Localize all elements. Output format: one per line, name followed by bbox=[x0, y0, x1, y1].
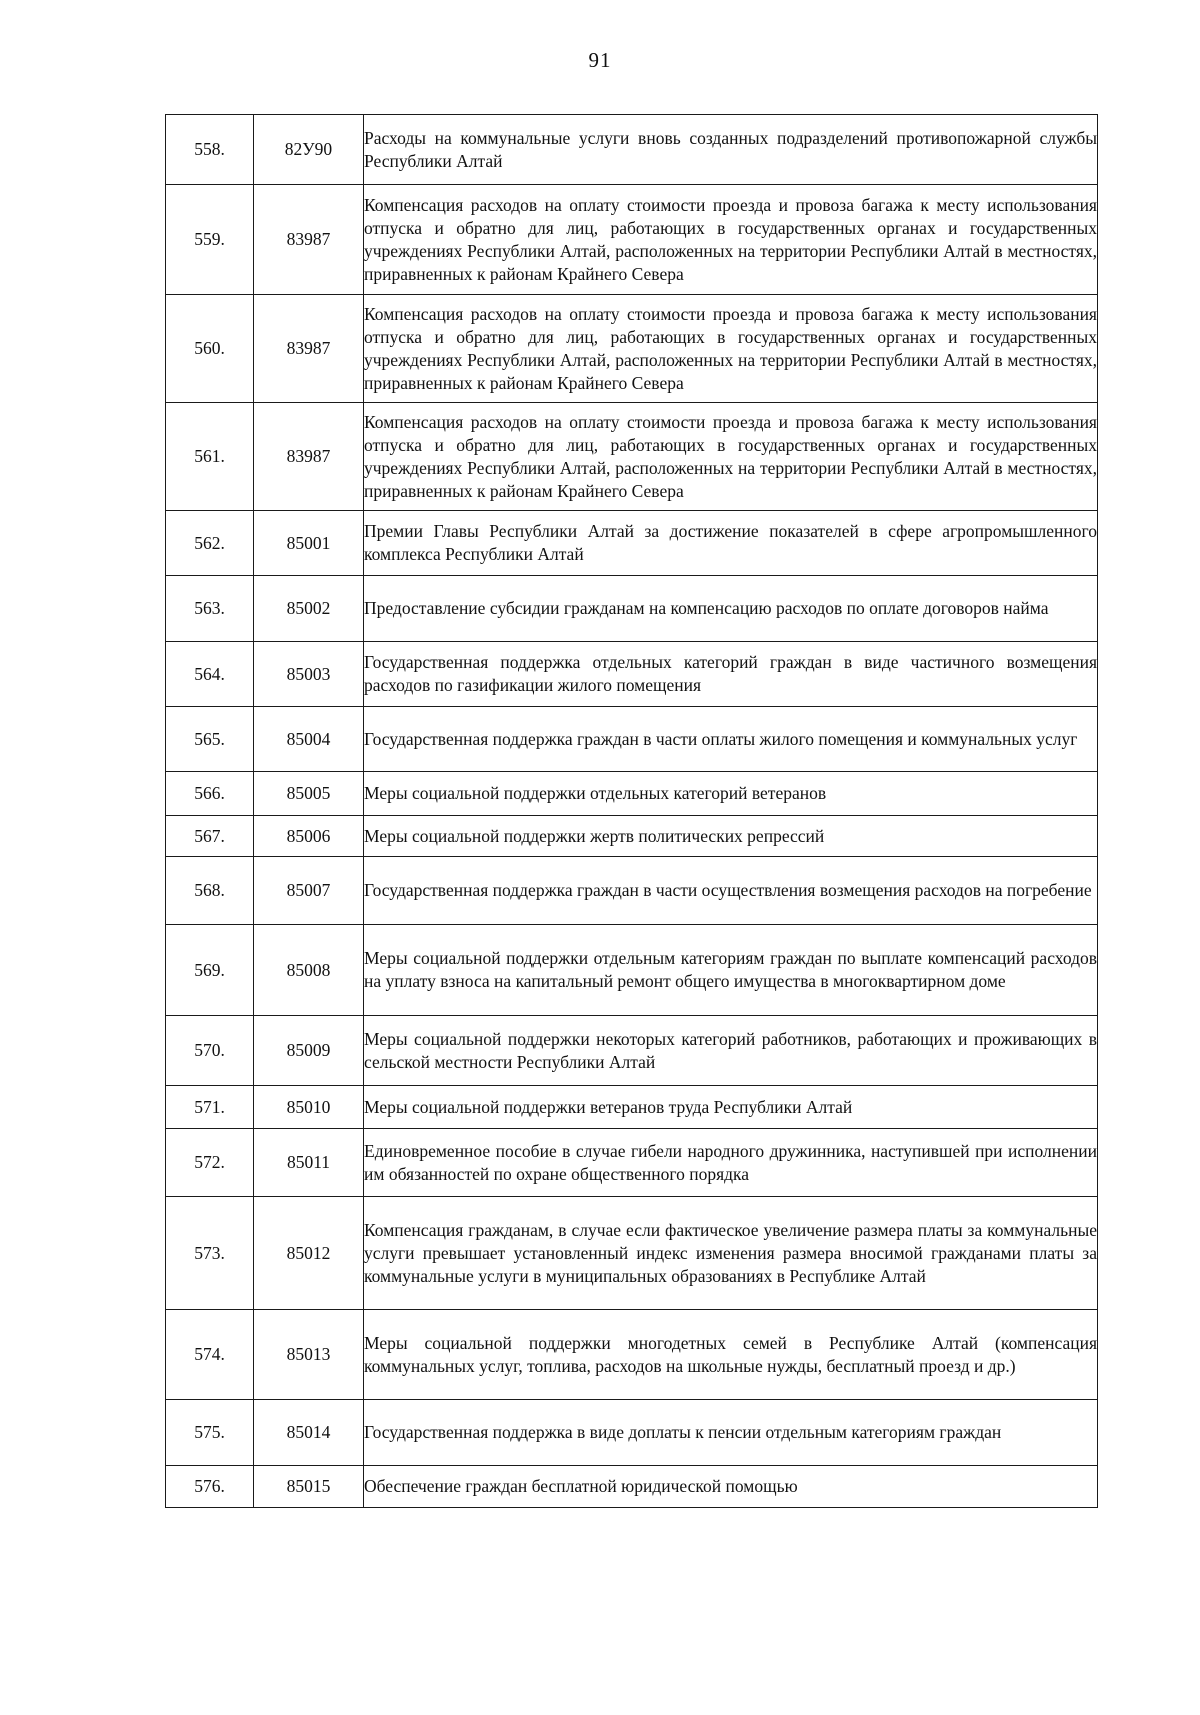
row-code: 85003 bbox=[254, 642, 364, 707]
row-description: Премии Главы Республики Алтай за достижение показателей в сфере агропромышленного комплекса Республики Алтай bbox=[364, 511, 1098, 576]
row-code: 83987 bbox=[254, 295, 364, 403]
row-code: 82У90 bbox=[254, 115, 364, 185]
table-row bbox=[166, 185, 1098, 295]
table-row bbox=[166, 1086, 1098, 1129]
table-row bbox=[166, 1466, 1098, 1508]
table-row bbox=[166, 772, 1098, 816]
row-number: 567. bbox=[166, 816, 254, 857]
table-row bbox=[166, 1310, 1098, 1400]
row-description: Государственная поддержка граждан в части осуществления возмещения расходов на погребение bbox=[364, 857, 1098, 925]
table-row bbox=[166, 115, 1098, 185]
row-number: 563. bbox=[166, 576, 254, 642]
row-number: 561. bbox=[166, 403, 254, 511]
row-number: 565. bbox=[166, 707, 254, 772]
row-number: 558. bbox=[166, 115, 254, 185]
row-code: 85011 bbox=[254, 1129, 364, 1197]
table-row bbox=[166, 925, 1098, 1016]
row-code: 83987 bbox=[254, 185, 364, 295]
row-number: 559. bbox=[166, 185, 254, 295]
row-code: 85009 bbox=[254, 1016, 364, 1086]
row-description: Компенсация расходов на оплату стоимости проезда и провоза багажа к месту использования отпуска и обратно для лиц, работающих в государственных органах и государственных учреждениях Республики Алтай, расположенных на территории Республики Алтай в местностях, приравненных к районам Крайнего Севера bbox=[364, 185, 1098, 295]
row-description: Меры социальной поддержки ветеранов труда Республики Алтай bbox=[364, 1086, 1098, 1129]
table-row bbox=[166, 576, 1098, 642]
row-code: 85005 bbox=[254, 772, 364, 816]
row-description: Предоставление субсидии гражданам на компенсацию расходов по оплате договоров найма bbox=[364, 576, 1098, 642]
row-description: Компенсация расходов на оплату стоимости проезда и провоза багажа к месту использования отпуска и обратно для лиц, работающих в государственных органах и государственных учреждениях Республики Алтай, расположенных на территории Республики Алтай в местностях, приравненных к районам Крайнего Севера bbox=[364, 295, 1098, 403]
row-number: 572. bbox=[166, 1129, 254, 1197]
row-code: 85002 bbox=[254, 576, 364, 642]
table-row bbox=[166, 295, 1098, 403]
row-code: 85010 bbox=[254, 1086, 364, 1129]
row-code: 85007 bbox=[254, 857, 364, 925]
row-code: 85014 bbox=[254, 1400, 364, 1466]
row-code: 85008 bbox=[254, 925, 364, 1016]
row-description: Меры социальной поддержки многодетных семей в Республике Алтай (компенсация коммунальных услуг, топлива, расходов на школьные нужды, бесплатный проезд и др.) bbox=[364, 1310, 1098, 1400]
row-number: 570. bbox=[166, 1016, 254, 1086]
row-number: 564. bbox=[166, 642, 254, 707]
row-code: 85006 bbox=[254, 816, 364, 857]
table-row bbox=[166, 857, 1098, 925]
row-description: Расходы на коммунальные услуги вновь созданных подразделений противопожарной службы Республики Алтай bbox=[364, 115, 1098, 185]
row-code: 83987 bbox=[254, 403, 364, 511]
row-description: Государственная поддержка граждан в части оплаты жилого помещения и коммунальных услуг bbox=[364, 707, 1098, 772]
row-number: 575. bbox=[166, 1400, 254, 1466]
row-number: 566. bbox=[166, 772, 254, 816]
row-number: 568. bbox=[166, 857, 254, 925]
row-description: Меры социальной поддержки отдельным категориям граждан по выплате компенсаций расходов на уплату взноса на капитальный ремонт общего имущества в многоквартирном доме bbox=[364, 925, 1098, 1016]
table-row bbox=[166, 511, 1098, 576]
table-row bbox=[166, 642, 1098, 707]
table-row bbox=[166, 1129, 1098, 1197]
table-row bbox=[166, 1400, 1098, 1466]
table-row bbox=[166, 1016, 1098, 1086]
row-number: 571. bbox=[166, 1086, 254, 1129]
row-description: Единовременное пособие в случае гибели народного дружинника, наступившей при исполнении им обязанностей по охране общественного порядка bbox=[364, 1129, 1098, 1197]
row-number: 562. bbox=[166, 511, 254, 576]
row-description: Компенсация расходов на оплату стоимости проезда и провоза багажа к месту использования отпуска и обратно для лиц, работающих в государственных органах и государственных учреждениях Республики Алтай, расположенных на территории Республики Алтай в местностях, приравненных к районам Крайнего Севера bbox=[364, 403, 1098, 511]
row-code: 85015 bbox=[254, 1466, 364, 1508]
row-number: 574. bbox=[166, 1310, 254, 1400]
expense-codes-table bbox=[165, 114, 1098, 1508]
table-row bbox=[166, 707, 1098, 772]
row-number: 576. bbox=[166, 1466, 254, 1508]
row-number: 569. bbox=[166, 925, 254, 1016]
page-number: 91 bbox=[588, 48, 612, 72]
row-description: Меры социальной поддержки жертв политических репрессий bbox=[364, 816, 1098, 857]
row-code: 85001 bbox=[254, 511, 364, 576]
row-description: Меры социальной поддержки некоторых категорий работников, работающих и проживающих в сельской местности Республики Алтай bbox=[364, 1016, 1098, 1086]
row-description: Государственная поддержка отдельных категорий граждан в виде частичного возмещения расходов по газификации жилого помещения bbox=[364, 642, 1098, 707]
row-code: 85012 bbox=[254, 1197, 364, 1310]
row-description: Государственная поддержка в виде доплаты к пенсии отдельным категориям граждан bbox=[364, 1400, 1098, 1466]
table-row bbox=[166, 816, 1098, 857]
row-number: 560. bbox=[166, 295, 254, 403]
row-code: 85013 bbox=[254, 1310, 364, 1400]
row-description: Меры социальной поддержки отдельных категорий ветеранов bbox=[364, 772, 1098, 816]
table-row bbox=[166, 1197, 1098, 1310]
row-description: Обеспечение граждан бесплатной юридической помощью bbox=[364, 1466, 1098, 1508]
row-number: 573. bbox=[166, 1197, 254, 1310]
row-code: 85004 bbox=[254, 707, 364, 772]
table-row bbox=[166, 403, 1098, 511]
row-description: Компенсация гражданам, в случае если фактическое увеличение размера платы за коммунальные услуги превышает установленный индекс изменения размера вносимой гражданами платы за коммунальные услуги в муниципальных образованиях в Республике Алтай bbox=[364, 1197, 1098, 1310]
